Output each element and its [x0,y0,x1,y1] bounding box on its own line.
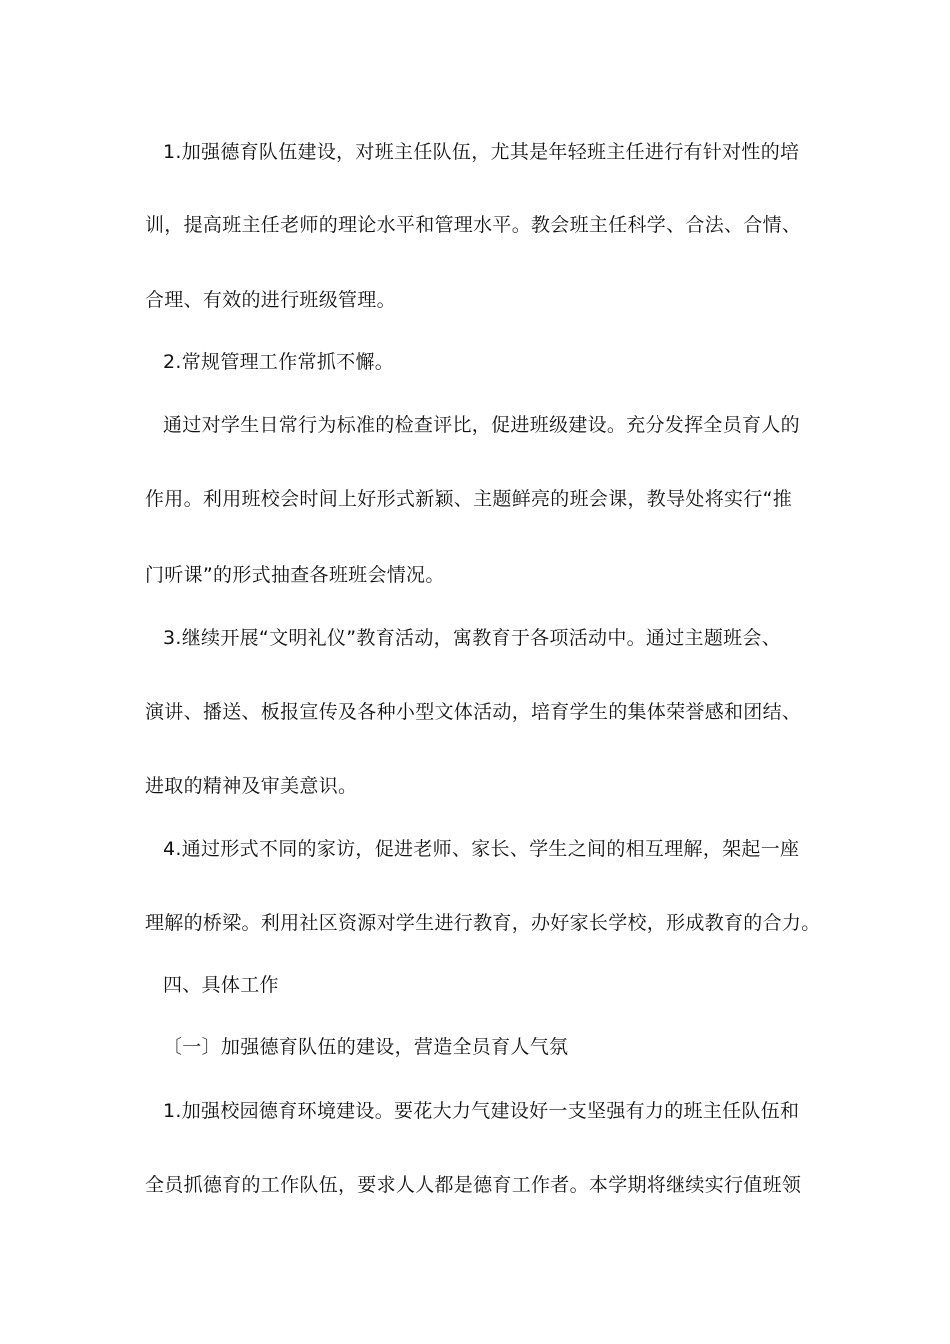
paragraph-line: 3.继续开展“文明礼仪”教育活动，寓教育于各项活动中。通过主题班会、 [163,627,782,649]
paragraph-line: 演讲、播送、板报宣传及各种小型文体活动，培育学生的集体荣誉感和团结、 [145,701,802,723]
paragraph-line: 理解的桥梁。利用社区资源对学生进行教育，办好家长学校，形成教育的合力。 [145,912,821,934]
section-heading: 四、具体工作 [163,974,279,996]
paragraph-line: 4.通过形式不同的家访，促进老师、家长、学生之间的相互理解，架起一座 [163,838,800,860]
paragraph-line: 全员抓德育的工作队伍，要求人人都是德育工作者。本学期将继续实行值班领 [145,1174,802,1196]
paragraph-line: 作用。利用班校会时间上好形式新颖、主题鲜亮的班会课，教导处将实行“推 [145,488,793,510]
paragraph-line: 2.常规管理工作常抓不懈。 [163,351,395,373]
subsection-heading: 〔一〕加强德育队伍的建设，营造全员育人气氛 [163,1036,569,1058]
paragraph-line: 训，提高班主任老师的理论水平和管理水平。教会班主任科学、合法、合情、 [145,214,802,236]
paragraph-line: 1.加强德育队伍建设，对班主任队伍，尤其是年轻班主任进行有针对性的培 [163,141,800,163]
paragraph-line: 1.加强校园德育环境建设。要花大力气建设好一支坚强有力的班主任队伍和 [163,1100,800,1122]
paragraph-line: 进取的精神及审美意识。 [145,775,358,797]
paragraph-line: 合理、有效的进行班级管理。 [145,289,396,311]
paragraph-line: 通过对学生日常行为标准的检查评比，促进班级建设。充分发挥全员育人的 [163,414,800,436]
paragraph-line: 门听课”的形式抽查各班班会情况。 [145,564,445,586]
